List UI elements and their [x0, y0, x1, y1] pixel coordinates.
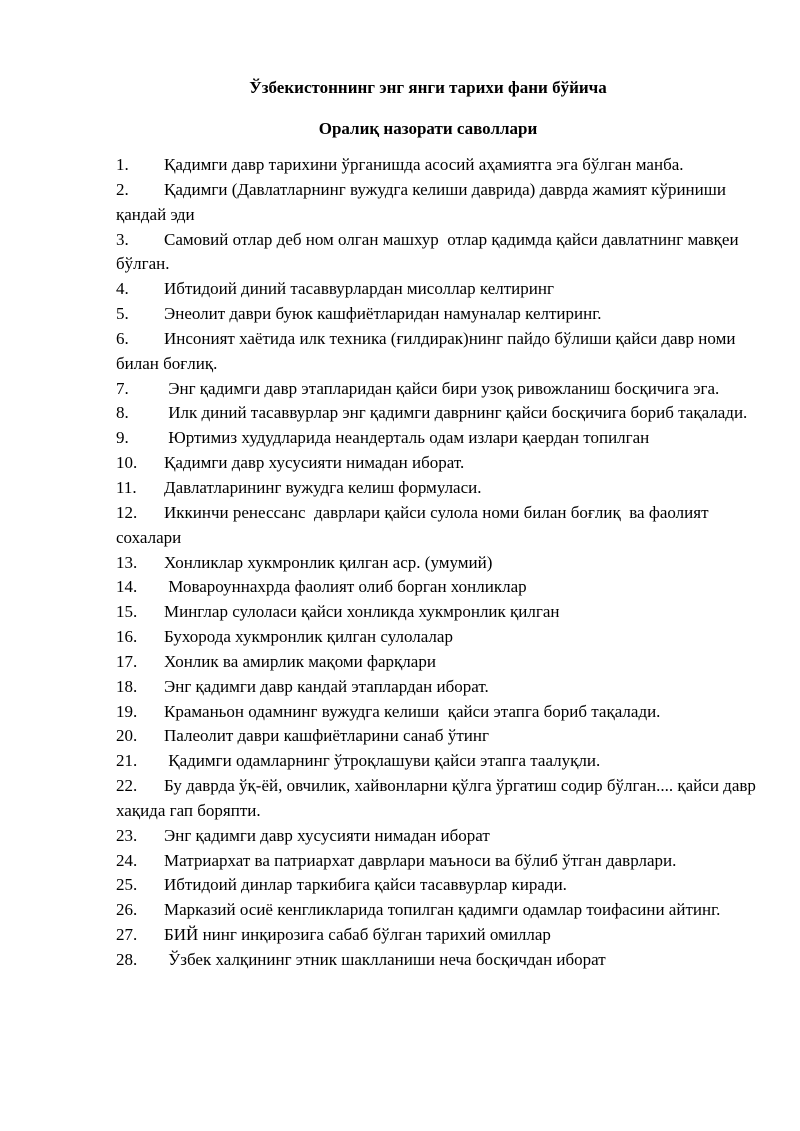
question-item: [116, 650, 756, 675]
question-text: Инсоният хаётида илк техника (ғилдирак)нинг пайдо бўлиши қайси давр номи билан боғлиқ.: [116, 328, 740, 373]
question-number: 23.: [116, 825, 138, 845]
question-item: [116, 824, 756, 849]
question-item: [116, 600, 756, 625]
question-item: [116, 749, 756, 774]
question-text: Палеолит даври кашфиётларини санаб ўтинг: [164, 726, 489, 746]
question-number: 4.: [116, 279, 129, 299]
question-text: Ўзбек халқининг этник шаклланиши неча босқичдан иборат: [164, 950, 606, 969]
question-item: [116, 153, 756, 178]
document-subtitle: Оралиқ назорати саволлари: [318, 119, 538, 138]
question-number: 8.: [116, 403, 129, 423]
question-item: [116, 451, 756, 476]
question-text: Қадимги давр хусусияти нимадан иборат.: [164, 453, 465, 473]
question-item: [116, 476, 756, 501]
question-number: 28.: [116, 950, 138, 969]
question-item: [116, 774, 761, 824]
question-number: 18.: [116, 676, 138, 696]
question-number: 17.: [116, 651, 138, 671]
question-text: Энг қадимги давр этапларидан қайси бири узоқ ривожланиш босқичига эга.: [164, 378, 720, 398]
question-item: [116, 948, 756, 973]
question-number: 14.: [116, 577, 138, 597]
question-item: [116, 327, 756, 377]
question-item: [116, 277, 756, 302]
question-text: Давлатларининг вужудга келиш формуласи.: [164, 477, 482, 497]
question-item: [116, 898, 756, 923]
question-text: Қадимги (Давлатларнинг вужудга келиши даврида) даврда жамият кўриниши қандай эди: [116, 179, 731, 224]
question-text: Матриархат ва патриархат даврлари маъноси ва бўлиб ўтган даврлари.: [164, 850, 677, 870]
question-text: Краманьон одамнинг вужудга келиши қайси этапга бориб тақалади.: [164, 701, 661, 721]
question-number: 22.: [116, 776, 138, 796]
question-text: Хонликлар хукмронлик қилган аср. (умумий): [164, 552, 493, 572]
question-item: [116, 575, 756, 600]
question-text: Иккинчи ренессанс даврлари қайси сулола номи билан боғлиқ ва фаолият сохалари: [116, 502, 717, 547]
question-text: БИЙ нинг инқирозига сабаб бўлган тарихий омиллар: [164, 925, 551, 945]
question-item: [116, 923, 756, 948]
question-item: [116, 675, 756, 700]
question-item: [116, 849, 756, 874]
question-number: 25.: [116, 875, 138, 895]
question-text: Қадимги давр тарихини ўрганишда асосий аҳамиятга эга бўлган манба.: [164, 155, 684, 174]
question-item: [116, 302, 756, 327]
question-text: Илк диний тасаввурлар энг қадимги даврнинг қайси босқичига бориб тақалади.: [164, 403, 748, 423]
question-text: Ибтидоий диний тасаввурлардан мисоллар келтиринг: [164, 279, 554, 299]
question-number: 7.: [116, 378, 129, 398]
question-text: Бу даврда ўқ-ёй, овчилик, хайвонларни қўлга ўргатиш содир бўлган.... қайси давр хақида гап боряпти.: [116, 776, 761, 820]
question-text: Марказий осиё кенгликларида топилган қадимги одамлар тоифасини айтинг.: [164, 900, 721, 920]
question-number: 1.: [116, 155, 129, 174]
question-number: 20.: [116, 726, 138, 746]
question-text: Қадимги одамларнинг ўтроқлашуви қайси этапга таалуқли.: [164, 751, 601, 771]
question-list: [116, 153, 761, 973]
question-text: Энг қадимги давр кандай этаплардан иборат.: [164, 676, 489, 696]
question-item: [116, 625, 756, 650]
question-number: 13.: [116, 552, 138, 572]
question-number: 21.: [116, 751, 138, 771]
question-text: Юртимиз худудларида неандерталь одам излари қаердан топилган: [164, 428, 650, 448]
question-text: Хонлик ва амирлик мақоми фарқлари: [164, 651, 436, 671]
question-number: 16.: [116, 627, 138, 647]
question-number: 26.: [116, 900, 138, 920]
question-item: [116, 178, 756, 228]
question-text: Мовароуннахрда фаолият олиб борган хонликлар: [164, 577, 527, 597]
question-item: [116, 377, 756, 402]
question-number: 27.: [116, 925, 138, 945]
question-number: 3.: [116, 229, 129, 249]
document-title: Ўзбекистоннинг энг янги тарихи фани бўйича: [249, 78, 607, 97]
question-item: [116, 724, 756, 749]
question-text: Энг қадимги давр хусусияти нимадан иборат: [164, 825, 490, 845]
question-text: Энеолит даври буюк кашфиётларидан намуналар келтиринг.: [164, 304, 602, 324]
question-number: 2.: [116, 179, 129, 199]
question-item: [116, 873, 756, 898]
question-item: [116, 551, 756, 576]
question-number: 24.: [116, 850, 138, 870]
question-number: 5.: [116, 304, 129, 324]
question-item: [116, 501, 756, 551]
question-item: [116, 700, 756, 725]
question-number: 11.: [116, 477, 137, 497]
question-number: 12.: [116, 502, 138, 522]
question-item: [116, 401, 756, 426]
question-number: 6.: [116, 328, 129, 348]
question-number: 15.: [116, 602, 138, 622]
question-number: 10.: [116, 453, 138, 473]
question-text: Самовий отлар деб ном олган машхур отлар қадимда қайси давлатнинг мавқеи бўлган.: [116, 229, 743, 274]
question-number: 9.: [116, 428, 129, 448]
question-text: Бухорода хукмронлик қилган сулолалар: [164, 627, 453, 647]
question-text: Ибтидоий динлар таркибига қайси тасаввурлар киради.: [164, 875, 567, 895]
question-item: [116, 228, 756, 278]
question-number: 19.: [116, 701, 138, 721]
question-text: Минглар сулоласи қайси хонликда хукмронлик қилган: [164, 602, 560, 622]
question-item: [116, 426, 756, 451]
